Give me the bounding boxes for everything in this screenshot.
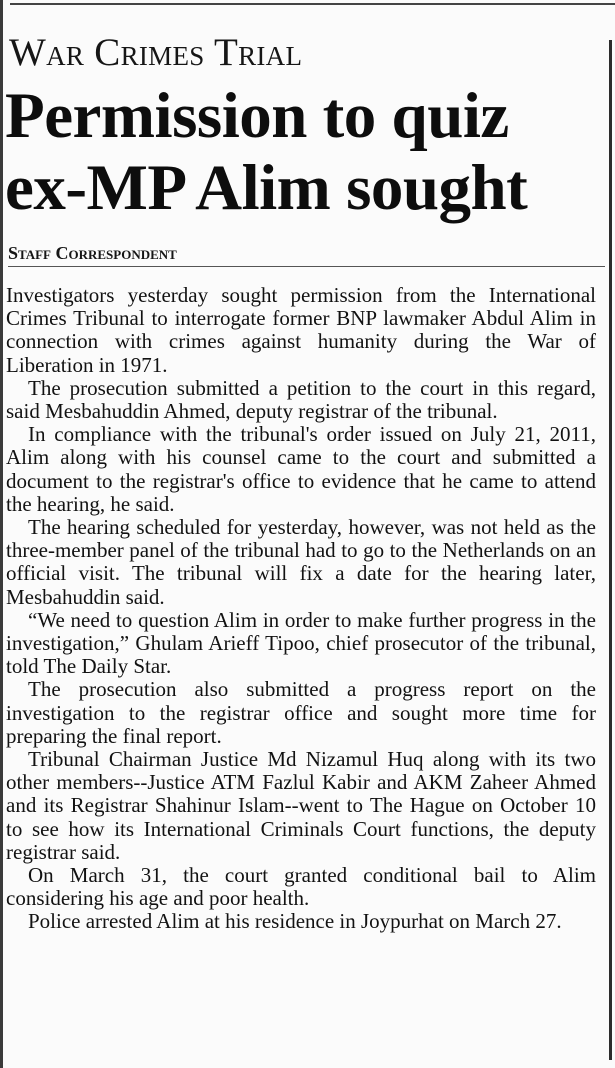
section-kicker: War Crimes Trial	[9, 31, 303, 74]
paragraph: The prosecution also submitted a progress report on the investigation to the registrar office and sought more time for preparing the final report.	[6, 677, 596, 748]
byline: Staff Correspondent	[8, 243, 177, 263]
headline-line-2: ex-MP Alim sought	[5, 152, 528, 224]
byline-rule	[8, 266, 605, 267]
headline-line-1: Permission to quiz	[5, 80, 509, 152]
top-rule	[10, 3, 615, 5]
paragraph: The prosecution submitted a petition to the court in this regard, said Mesbahuddin Ahmed, deputy registrar of the tribunal.	[6, 375, 596, 424]
headline	[5, 80, 605, 224]
paragraph: Investigators yesterday sought permission from the International Crimes Tribunal to interrogate former BNP lawmaker Abdul Alim in connection with crimes against humanity during the War of Liberation in 1971.	[6, 283, 596, 377]
paragraph: On March 31, the court granted conditional bail to Alim considering his age and poor health.	[6, 863, 596, 911]
left-border	[0, 0, 3, 1068]
paragraph: In compliance with the tribunal's order issued on July 21, 2011, Alim along with his counsel came to the court and submitted a document to the registrar's office to evidence that he came to attend the hearing, he said.	[6, 422, 596, 516]
paragraph: Police arrested Alim at his residence in Joypurhat on March 27.	[28, 909, 562, 934]
paragraph: Tribunal Chairman Justice Md Nizamul Huq along with its two other members--Justice ATM Fazlul Kabir and AKM Zaheer Ahmed and its Registrar Shahinur Islam--went to The Hague on October 10 to see how its International Criminals Court functions, the deputy registrar said.	[6, 747, 596, 864]
paragraph: The hearing scheduled for yesterday, however, was not held as the three-member panel of the tribunal had to go to the Netherlands on an official visit. The tribunal will fix a date for the hearing later, Mesbahuddin said.	[6, 515, 596, 609]
right-border	[609, 40, 612, 1060]
article-body	[6, 284, 596, 934]
paragraph: “We need to question Alim in order to make further progress in the investigation,” Ghulam Arieff Tipoo, chief prosecutor of the tribunal, told The Daily Star.	[6, 607, 596, 679]
